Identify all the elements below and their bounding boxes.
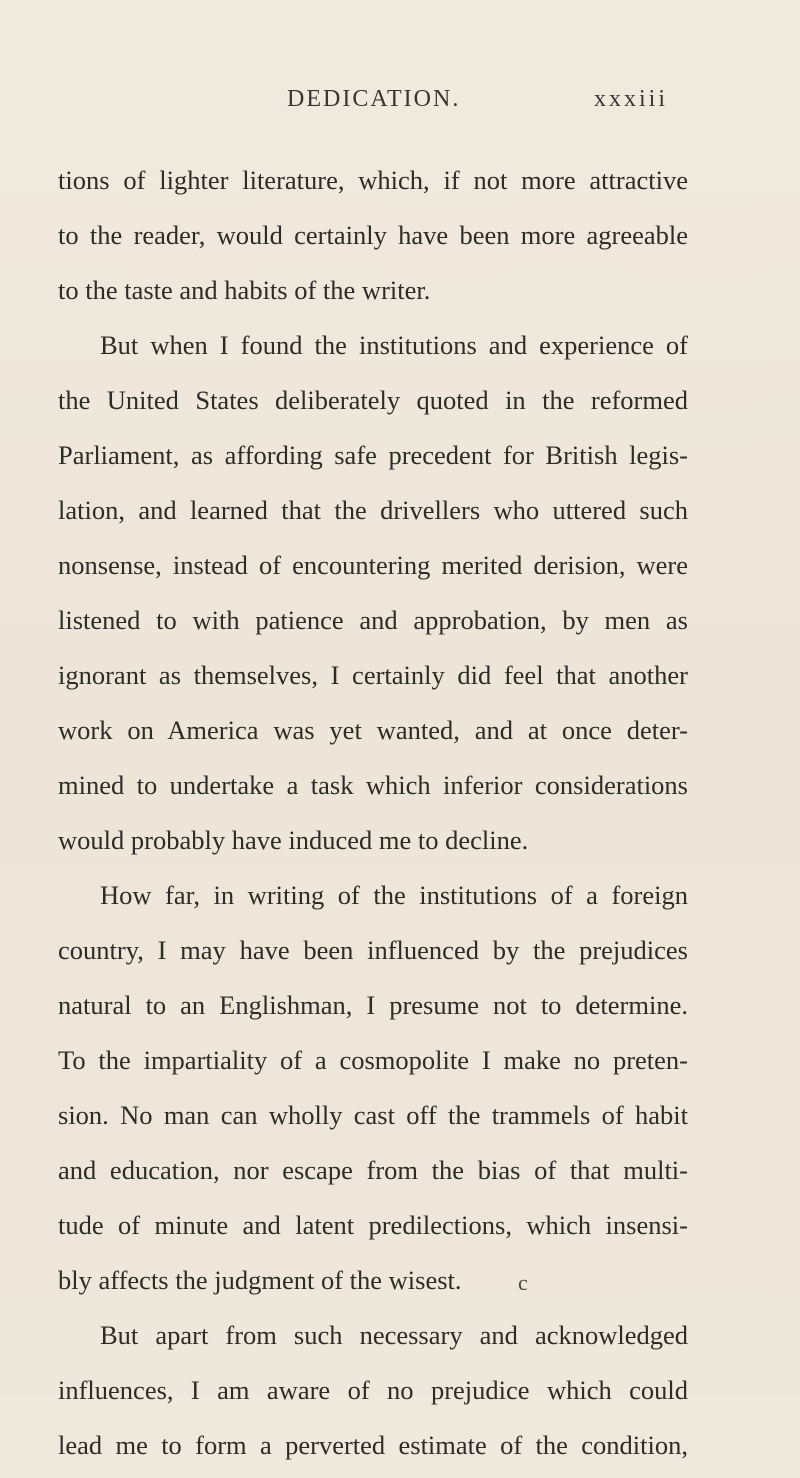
- text-line: bly affects the judgment of the wisest.: [58, 1265, 462, 1295]
- text-line: nonsense, instead of encountering merited derision, were: [58, 550, 688, 580]
- text-line: lead me to form a perverted estimate of the condition,: [58, 1430, 688, 1460]
- running-head: [0, 80, 800, 124]
- text-line: influences, I am aware of no prejudice which could: [58, 1375, 688, 1405]
- text-line: But when I found the institutions and experience of: [100, 330, 688, 360]
- signature-mark: c: [518, 1270, 528, 1295]
- body-text: [58, 158, 688, 1478]
- page-number: xxxiii: [594, 86, 669, 112]
- text-line: sion. No man can wholly cast off the trammels of habit: [58, 1100, 688, 1130]
- text-line: work on America was yet wanted, and at once deter-: [58, 715, 688, 745]
- running-head-title: DEDICATION.: [287, 86, 461, 112]
- text-line: and education, nor escape from the bias of that multi-: [58, 1155, 688, 1185]
- text-line: tude of minute and latent predilections, which insensi-: [58, 1210, 688, 1240]
- text-line: would probably have induced me to decline.: [58, 825, 529, 855]
- text-line: mined to undertake a task which inferior considerations: [58, 770, 688, 800]
- text-line: lation, and learned that the drivellers who uttered such: [58, 495, 688, 525]
- text-line: to the taste and habits of the writer.: [58, 275, 431, 305]
- text-line: natural to an Englishman, I presume not to determine.: [58, 990, 688, 1020]
- text-line: to the reader, would certainly have been more agreeable: [58, 220, 688, 250]
- text-line: But apart from such necessary and acknowledged: [100, 1320, 688, 1350]
- text-line: ignorant as themselves, I certainly did feel that another: [58, 660, 688, 690]
- text-line: Parliament, as affording safe precedent for British legis-: [58, 440, 688, 470]
- text-line: the United States deliberately quoted in the reformed: [58, 385, 688, 415]
- text-line: How far, in writing of the institutions of a foreign: [100, 880, 688, 910]
- text-line: To the impartiality of a cosmopolite I make no preten-: [58, 1045, 688, 1075]
- text-line: country, I may have been influenced by the prejudices: [58, 935, 688, 965]
- text-line: listened to with patience and approbation, by men as: [58, 605, 688, 635]
- text-line: tions of lighter literature, which, if not more attractive: [58, 165, 688, 195]
